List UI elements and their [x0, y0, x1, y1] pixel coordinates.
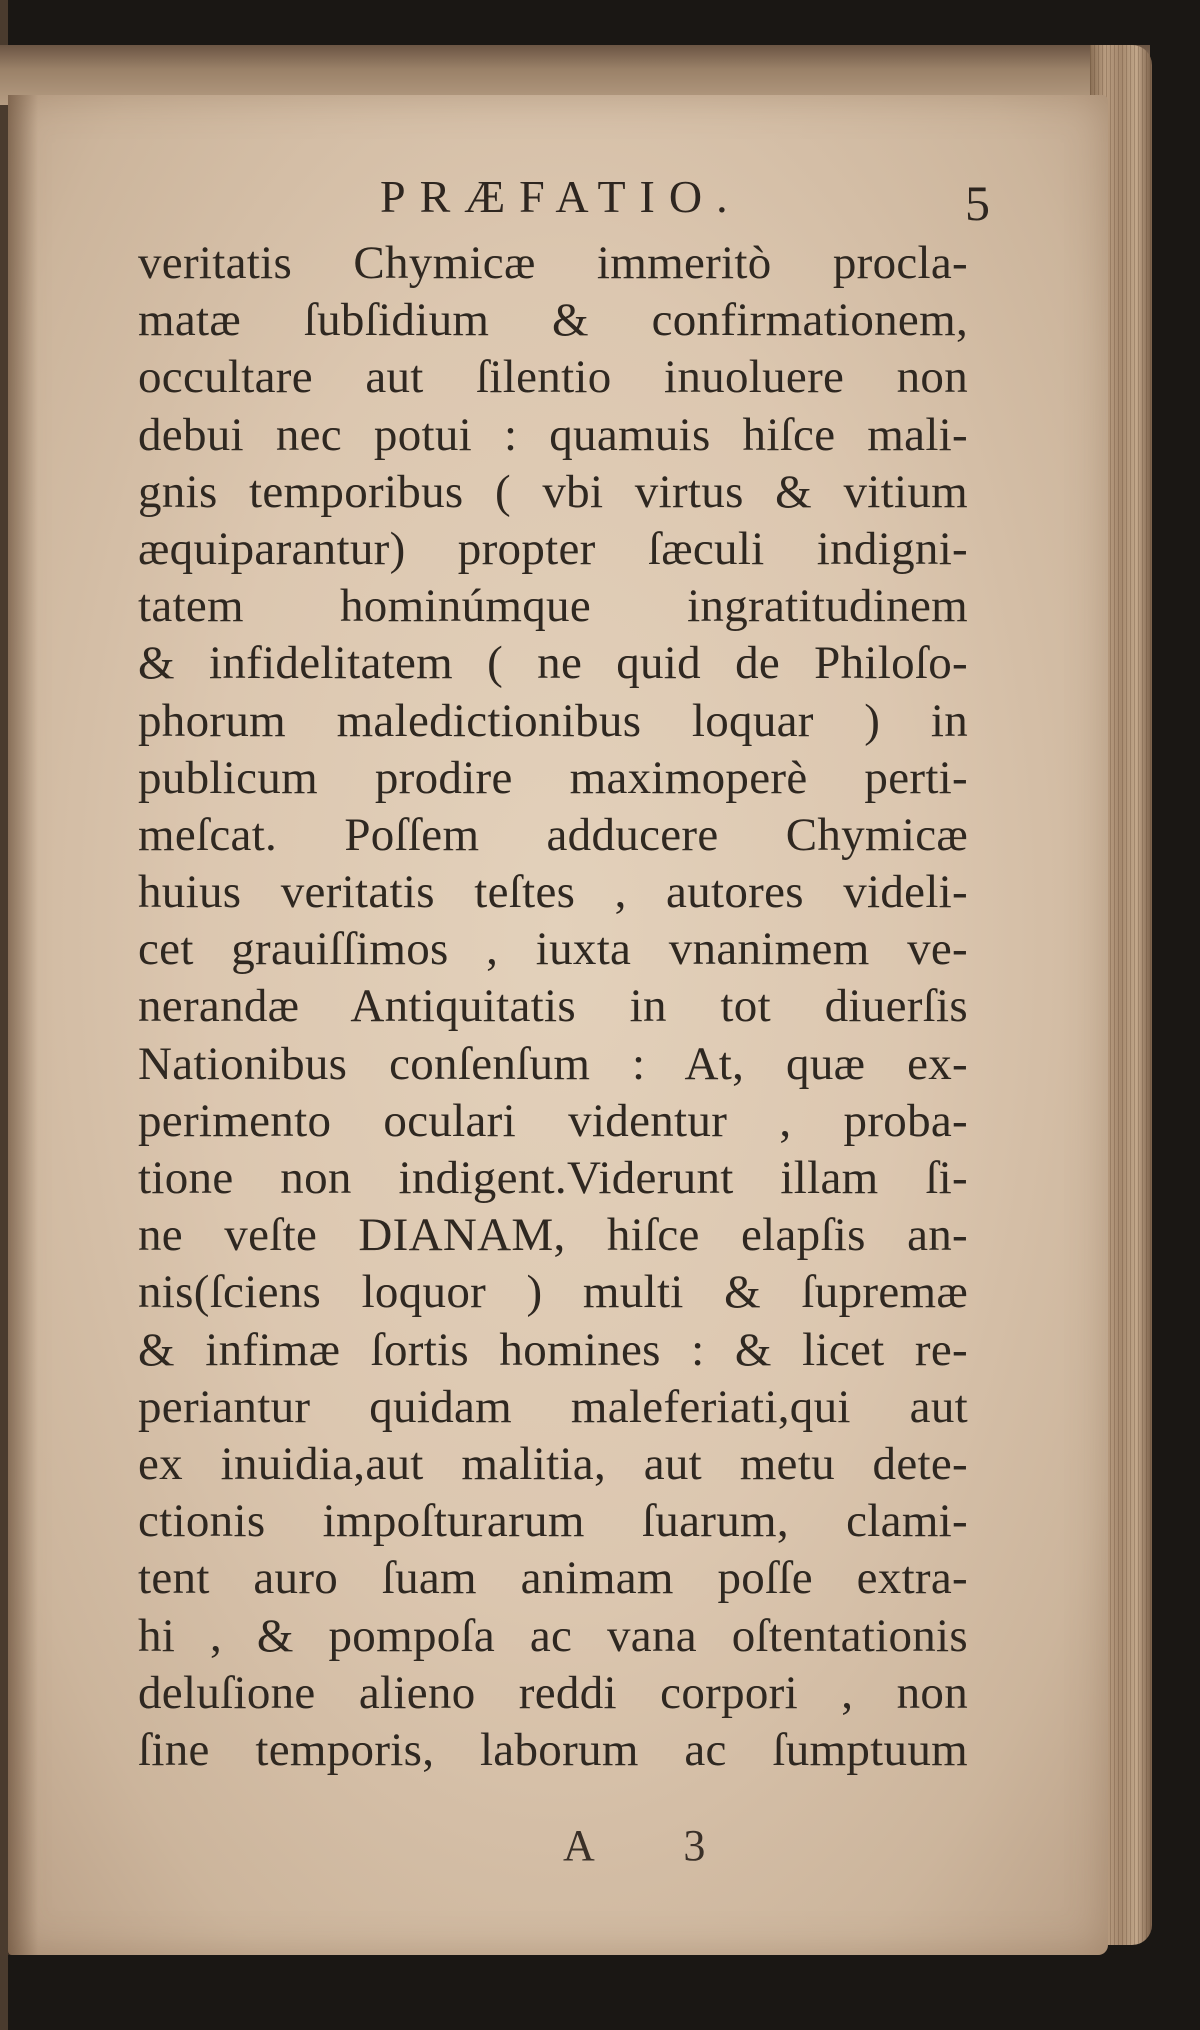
text-line: nerandæ Antiquitatis in tot diuerſis: [138, 980, 968, 1033]
text-line: matæ ſubſidium & confirmationem,: [138, 294, 968, 347]
text-line: hi , & pompoſa ac vana oſtentationis: [138, 1609, 968, 1662]
book-page: [8, 95, 1108, 1955]
text-line: æquiparantur) propter ſæculi indigni-: [138, 522, 968, 575]
text-line: ſine temporis, laborum ac ſumptuum: [138, 1723, 968, 1776]
text-line: periantur quidam maleferiati,qui aut: [138, 1380, 968, 1433]
text-line: nis(ſciens loquor ) multi & ſupremæ: [138, 1266, 968, 1319]
text-line: tione non indigent.Viderunt illam ſi-: [138, 1152, 968, 1204]
text-line: veritatis Chymicæ immeritò procla-: [138, 237, 968, 289]
text-line: gnis temporibus ( vbi virtus & vitium: [138, 465, 968, 518]
page-number: 5: [965, 175, 990, 231]
text-line: debui nec potui : quamuis hiſce mali-: [138, 408, 968, 461]
text-line: tent auro ſuam animam poſſe extra-: [138, 1552, 968, 1605]
text-line: ctionis impoſturarum ſuarum, clami-: [138, 1495, 968, 1548]
text-line: & infimæ ſortis homines : & licet re-: [138, 1323, 968, 1376]
text-line: occultare aut ſilentio inuoluere non: [138, 351, 968, 404]
text-line: ex inuidia,aut malitia, aut metu dete-: [138, 1437, 968, 1490]
text-line: tatem hominúmque ingratitudinem: [138, 580, 968, 633]
text-line: meſcat. Poſſem adducere Chymicæ: [138, 808, 968, 861]
text-line: huius veritatis teſtes , autores videli-: [138, 866, 968, 919]
signature-mark: A 3: [563, 1821, 746, 1870]
text-line: perimento oculari videntur , proba-: [138, 1094, 968, 1147]
text-line: deluſione alieno reddi corpori , non: [138, 1666, 968, 1719]
text-line: Nationibus conſenſum : At, quæ ex-: [138, 1037, 968, 1090]
text-line: phorum maledictionibus loquar ) in: [138, 694, 968, 747]
text-line: publicum prodire maximoperè perti-: [138, 751, 968, 804]
text-line: & infidelitatem ( ne quid de Philoſo-: [138, 637, 968, 690]
page-spine-shadow: [0, 0, 8, 2030]
text-line: cet grauiſſimos , iuxta vnanimem ve-: [138, 923, 968, 976]
text-line: ne veſte DIANAM, hiſce elapſis an-: [138, 1209, 968, 1262]
body-text: [138, 235, 968, 1779]
running-head: PRÆFATIO.: [380, 171, 742, 222]
page-gutter: [8, 95, 38, 1955]
page-header: [138, 170, 998, 240]
